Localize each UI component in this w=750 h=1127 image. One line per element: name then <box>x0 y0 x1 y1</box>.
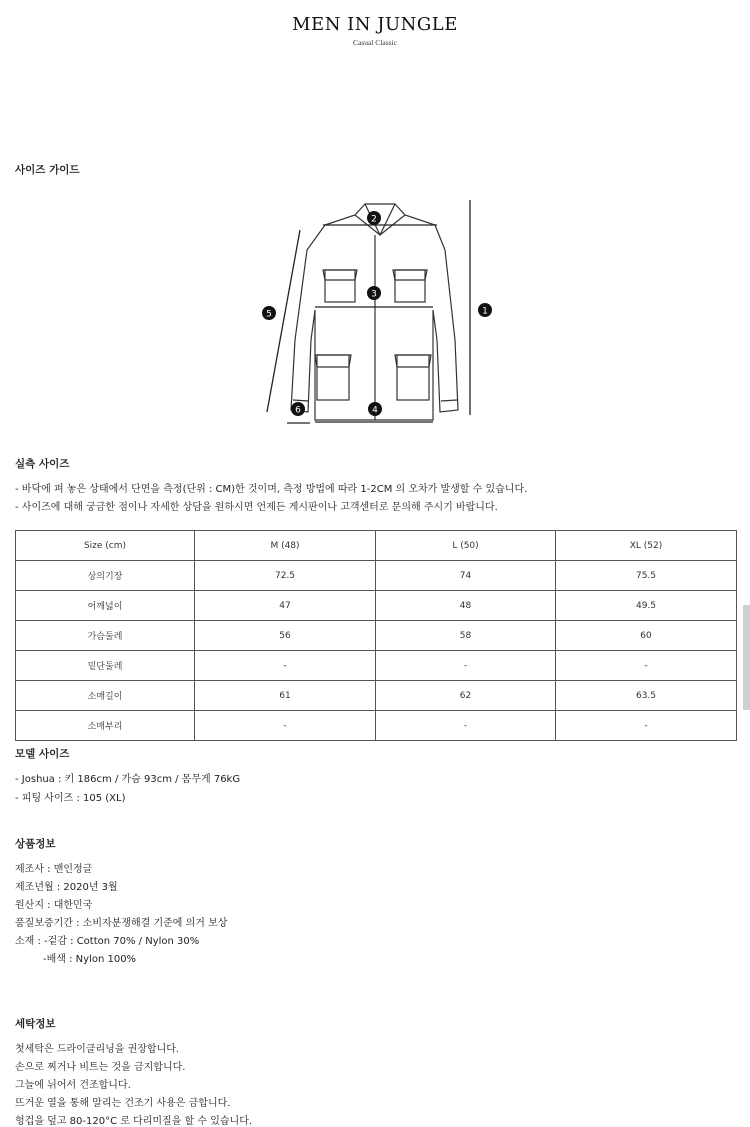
size-header-cell: M (48) <box>195 531 376 561</box>
svg-text:2: 2 <box>371 214 377 225</box>
size-header-cell: Size (cm) <box>16 531 195 561</box>
table-row <box>16 651 737 681</box>
svg-text:6: 6 <box>295 405 301 416</box>
size-row-label: 소매부리 <box>16 711 195 741</box>
size-row-label: 어깨넓이 <box>16 591 195 621</box>
size-cell: - <box>556 711 737 741</box>
model-size-heading: 모델 사이즈 <box>15 748 70 760</box>
jacket-size-diagram <box>255 190 505 430</box>
size-cell: 60 <box>556 621 737 651</box>
measured-size-heading: 실측 사이즈 <box>15 458 70 470</box>
product-line-4: 품질보증기간 : 소비자분쟁해결 기준에 의거 보상 <box>15 918 228 929</box>
size-cell: 49.5 <box>556 591 737 621</box>
measured-note-1: - 바닥에 펴 놓은 상태에서 단면을 측정(단위 : CM)한 것이며, 측정 방법에 따라 1-2CM 의 오차가 발생할 수 있습니다. <box>15 484 528 495</box>
scrollbar[interactable] <box>743 605 750 710</box>
size-row-label: 상의기장 <box>16 561 195 591</box>
svg-text:4: 4 <box>372 405 378 416</box>
product-line-2: 제조년월 : 2020년 3월 <box>15 882 118 893</box>
product-line-3: 원산지 : 대한민국 <box>15 900 93 911</box>
care-info-heading: 세탁정보 <box>15 1018 56 1030</box>
marker-4 <box>368 402 382 416</box>
size-cell: 47 <box>195 591 376 621</box>
table-row <box>16 561 737 591</box>
svg-text:3: 3 <box>371 289 377 300</box>
brand-title: MEN IN JUNGLE <box>292 14 458 35</box>
size-row-label: 가슴둘레 <box>16 621 195 651</box>
care-line-5: 헝겁을 덮고 80-120°C 로 다리미질을 할 수 있습니다. <box>15 1116 253 1127</box>
size-row-label: 소매길이 <box>16 681 195 711</box>
size-guide-heading: 사이즈 가이드 <box>15 164 80 176</box>
size-row-label: 밑단둘레 <box>16 651 195 681</box>
size-table <box>15 530 737 741</box>
size-cell: - <box>376 651 556 681</box>
table-row <box>16 711 737 741</box>
measured-note-2: - 사이즈에 대해 궁금한 점이나 자세한 상담을 원하시면 언제든 게시판이나 고객센터로 문의해 주시기 바랍니다. <box>15 502 498 513</box>
size-header-cell: XL (52) <box>556 531 737 561</box>
product-line-5: 소재 : -겉감 : Cotton 70% / Nylon 30% <box>15 936 200 947</box>
table-row <box>16 621 737 651</box>
marker-6 <box>291 402 305 416</box>
size-cell: 62 <box>376 681 556 711</box>
marker-3 <box>367 286 381 300</box>
size-cell: 58 <box>376 621 556 651</box>
marker-5 <box>262 306 276 320</box>
size-cell: 74 <box>376 561 556 591</box>
size-cell: 61 <box>195 681 376 711</box>
size-cell: 72.5 <box>195 561 376 591</box>
marker-2 <box>367 211 381 225</box>
table-row <box>16 591 737 621</box>
size-cell: 63.5 <box>556 681 737 711</box>
table-row <box>16 681 737 711</box>
size-table-header <box>16 531 737 561</box>
svg-text:1: 1 <box>482 306 488 317</box>
model-line-1: - Joshua : 키 186cm / 가슴 93cm / 몸무게 76kG <box>15 774 241 785</box>
marker-1 <box>478 303 492 317</box>
product-line-6: -배색 : Nylon 100% <box>43 954 137 965</box>
size-header-cell: L (50) <box>376 531 556 561</box>
size-cell: - <box>195 711 376 741</box>
product-line-1: 제조사 : 맨인정글 <box>15 864 93 875</box>
size-cell: - <box>556 651 737 681</box>
care-line-3: 그늘에 뉘어서 건조합니다. <box>15 1080 131 1091</box>
brand-subtitle: Casual Classic <box>353 38 397 47</box>
size-cell: 75.5 <box>556 561 737 591</box>
care-line-4: 뜨거운 열을 통해 말리는 건조기 사용은 금합니다. <box>15 1098 231 1109</box>
svg-text:5: 5 <box>266 309 272 320</box>
model-line-2: - 피팅 사이즈 : 105 (XL) <box>15 793 126 804</box>
size-cell: 48 <box>376 591 556 621</box>
care-line-2: 손으로 찌거나 비트는 것을 금지합니다. <box>15 1062 186 1073</box>
size-cell: - <box>376 711 556 741</box>
size-cell: 56 <box>195 621 376 651</box>
care-line-1: 첫세탁은 드라이클리닝을 권장합니다. <box>15 1044 180 1055</box>
measure-sleeve-line <box>267 230 300 412</box>
size-cell: - <box>195 651 376 681</box>
product-info-heading: 상품정보 <box>15 838 56 850</box>
brand-header <box>0 14 750 47</box>
